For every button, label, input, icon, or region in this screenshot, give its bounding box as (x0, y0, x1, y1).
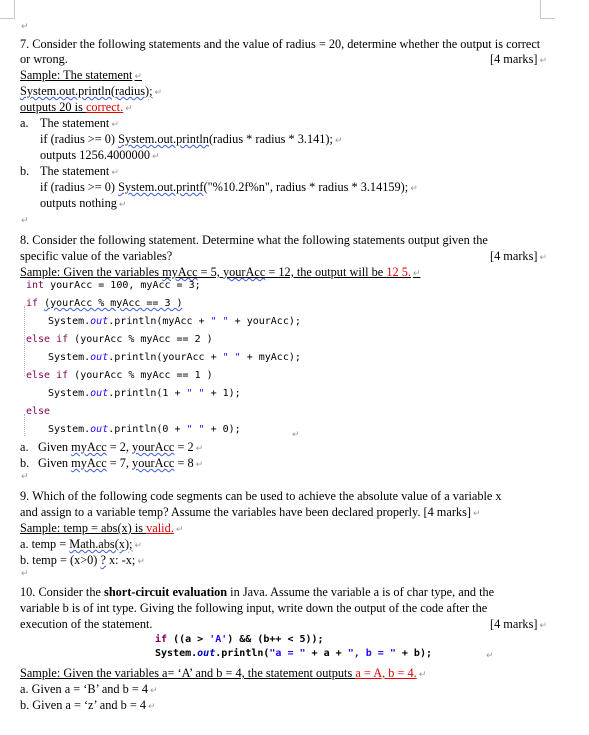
q10-code-line1: if ((a > 'A') && (b++ < 5)); (155, 634, 324, 645)
q10-code-line2: System.out.println("a = " + a + ", b = " + b); (155, 648, 432, 659)
q7-sample-code: System.out.println(radius); ↵ (20, 84, 163, 98)
q8b-label: b. (20, 456, 30, 470)
code-indent-guide (24, 306, 25, 376)
q7-sample-output: outputs 20 is correct. ↵ (20, 100, 133, 114)
q8-sample: Sample: Given the variables myAcc = 5, yourAcc = 12, the output will be 12 5. ↵ (20, 265, 421, 279)
return-arrow-icon: ↵ (486, 651, 494, 661)
q10a-option: a. Given a = ‘B’ and b = 4 ↵ (20, 682, 158, 696)
return-arrow-icon: ↵ (292, 430, 300, 440)
q9a-option: a. temp = Math.abs(x); ↵ (20, 537, 143, 551)
q7b-output: outputs nothing ↵ (40, 196, 127, 210)
q8-code-line5: System.out.println(yourAcc + " " + myAcc); (48, 352, 301, 363)
q9b-option: b. temp = (x>0) ? x: -x; ↵ (20, 553, 145, 567)
return-arrow-icon: ↵ (539, 56, 547, 66)
q7b-intro: The statement ↵ (40, 164, 119, 178)
q10b-option: b. Given a = ‘z’ and b = 4 ↵ (20, 698, 156, 712)
q7a-intro: The statement ↵ (40, 116, 119, 130)
q8-prompt-line1: 8. Consider the following statement. Determine what the following statements output given the (20, 233, 488, 247)
q8-code-line1: int yourAcc = 100, myAcc = 3; (26, 280, 201, 291)
q8-code-line9: System.out.println(0 + " " + 0); (48, 424, 241, 435)
q8-code-line6: else if (yourAcc % myAcc == 1 ) (26, 370, 213, 381)
q9-prompt-line2: and assign to a variable temp? Assume the variables have been declared properly. [4 marks] ↵ (20, 505, 481, 519)
return-arrow-icon: ↵ (21, 569, 29, 579)
q8-marks: [4 marks] ↵ (489, 249, 547, 263)
return-arrow-icon: ↵ (21, 216, 29, 226)
q8a-label: a. (20, 440, 29, 454)
q8b-given: Given myAcc = 7, yourAcc = 8 ↵ (38, 456, 204, 470)
q7a-code: if (radius >= 0) System.out.println(radius * radius * 3.141); ↵ (40, 132, 343, 146)
q8-code-line2: if (yourAcc % myAcc == 3 ) (26, 298, 183, 309)
q10-prompt-line3: execution of the statement. (20, 617, 153, 631)
q8-code-line3: System.out.println(myAcc + " " + yourAcc); (48, 316, 301, 327)
q8a-given: Given myAcc = 2, yourAcc = 2 ↵ (38, 440, 204, 454)
q7-marks: [4 marks] ↵ (489, 52, 547, 66)
q9-prompt-line1: 9. Which of the following code segments can be used to achieve the absolute value of a variable x (20, 489, 502, 503)
q7a-label: a. (20, 116, 29, 130)
code-indent-guide (24, 414, 25, 436)
q8-code-line8: else (26, 406, 51, 417)
return-arrow-icon: ↵ (21, 472, 29, 482)
q7b-code: if (radius >= 0) System.out.printf("%10.2f%n", radius * radius * 3.14159); ↵ (40, 180, 418, 194)
q8-code-line4: else if (yourAcc % myAcc == 2 ) (26, 334, 213, 345)
page-corner-mark-right (540, 0, 555, 19)
page-corner-mark-left (0, 0, 15, 19)
return-arrow-icon: ↵ (21, 22, 29, 32)
q7-prompt-line1: 7. Consider the following statements and the value of radius = 20, determine whether the output is correct (20, 37, 541, 51)
q7b-label: b. (20, 164, 30, 178)
q10-sample: Sample: Given the variables a= ‘A’ and b = 4, the statement outputs a = A, b = 4. ↵ (20, 666, 427, 680)
q7-sample-label: Sample: The statement ↵ (20, 68, 143, 82)
q8-prompt-line2: specific value of the variables? (20, 249, 173, 263)
q7a-output: outputs 1256.4000000 ↵ (40, 148, 160, 162)
q7-prompt-line2: or wrong. (20, 52, 68, 66)
q10-prompt-line1: 10. Consider the short-circuit evaluation in Java. Assume the variable a is of char type, and the (20, 585, 495, 599)
q10-prompt-line2: variable b is of int type. Giving the following input, write down the output of the code after the (20, 601, 488, 615)
q9-sample: Sample: temp = abs(x) is valid. ↵ (20, 521, 184, 535)
q8-code-line7: System.out.println(1 + " " + 1); (48, 388, 241, 399)
q10-marks: [4 marks] ↵ (489, 617, 547, 631)
